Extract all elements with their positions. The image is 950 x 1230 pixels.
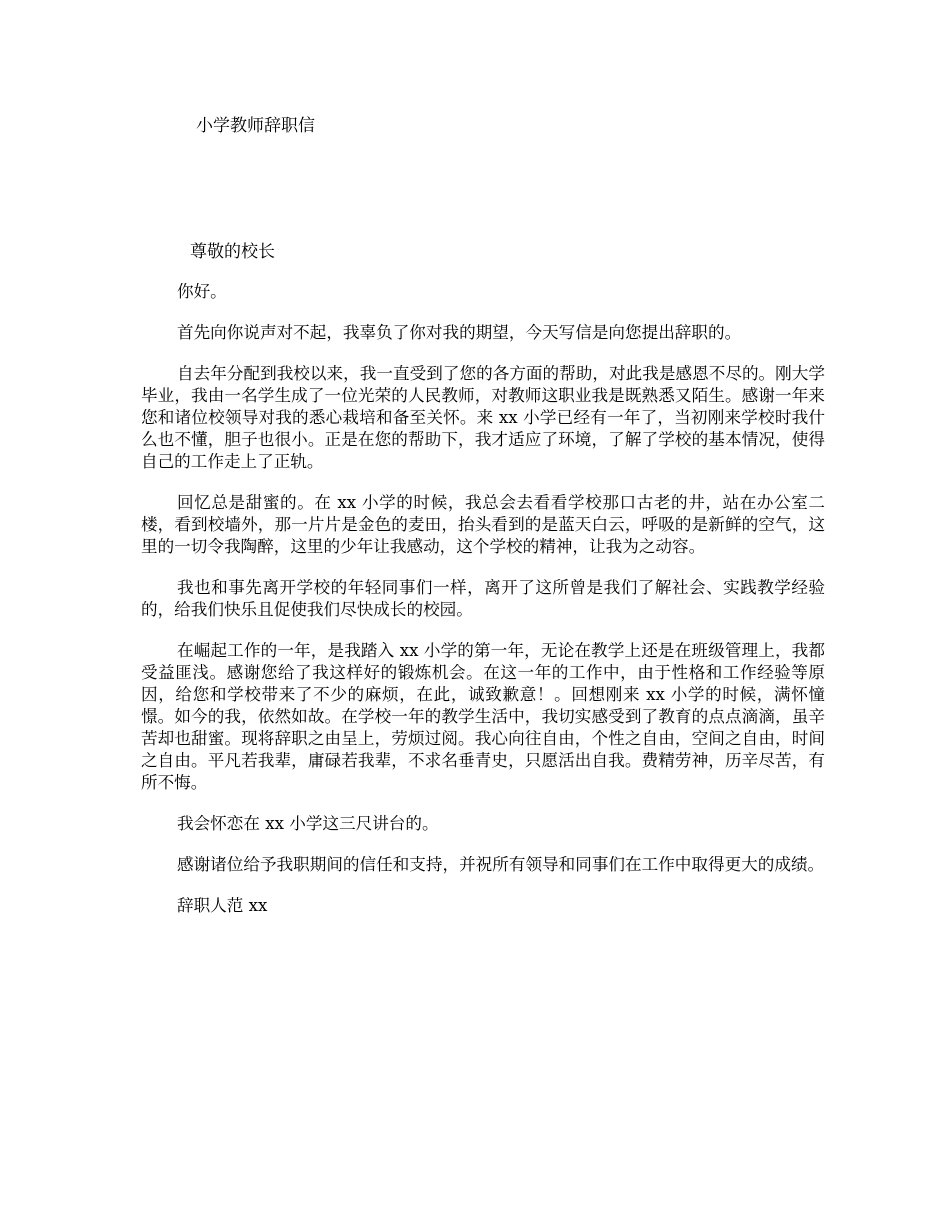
farewell-paragraph: 我会怀恋在 xx 小学这三尺讲台的。 bbox=[177, 814, 439, 833]
apology-paragraph: 首先向你说声对不起，我辜负了你对我的期望，今天写信是向您提出辞职的。 bbox=[177, 323, 742, 342]
thanks-paragraph: 感谢诸位给予我职期间的信任和支持，并祝所有领导和同事们在工作中取得更大的成绩。 bbox=[177, 855, 825, 874]
leaving-paragraph: 我也和事先离开学校的年轻同事们一样，离开了这所曾是我们了解社会、实践教学经验的，给我们快乐且促使我们尽快成长的校园。 bbox=[141, 578, 825, 619]
letter-body bbox=[141, 281, 825, 936]
reflection-paragraph: 在崛起工作的一年，是我踏入 xx 小学的第一年，无论在教学上还是在班级管理上，我都受益匪浅。感谢您给了我这样好的锻炼机会。在这一年的工作中，由于性格和工作经验等原因，给您和学校带来了不少的麻烦，在此，诚致歉意！。回想刚来 xx 小学的时候，满怀憧憬。如今的我，依然如故。在学校一年的教学生活中，我切实感受到了教育的点点滴滴，虽辛苦却也甜蜜。现将辞职之由呈上，劳烦过阅。我心向往自由，个性之自由，空间之自由，时间之自由。平凡若我辈，庸碌若我辈，不求名垂青史，只愿活出自我。费精劳神，历辛尽苦，有所不悔。 bbox=[141, 641, 825, 792]
document-title: 小学教师辞职信 bbox=[196, 116, 315, 136]
memories-paragraph: 回忆总是甜蜜的。在 xx 小学的时候，我总会去看看学校那口古老的井，站在办公室二楼，看到校墙外，那一片片是金色的麦田，抬头看到的是蓝天白云，呼吸的是新鲜的空气，这里的一切令我陶醉，这里的少年让我感动，这个学校的精神，让我为之动容。 bbox=[141, 493, 825, 556]
greeting-paragraph: 你好。 bbox=[177, 282, 227, 301]
gratitude-paragraph: 自去年分配到我校以来，我一直受到了您的各方面的帮助，对此我是感恩不尽的。刚大学毕业，我由一名学生成了一位光荣的人民教师，对教师这职业我是既熟悉又陌生。感谢一年来您和诸位校领导对我的悉心栽培和备至关怀。来 xx 小学已经有一年了，当初刚来学校时我什么也不懂，胆子也很小。正是在您的帮助下，我才适应了环境，了解了学校的基本情况，使得自己的工作走上了正轨。 bbox=[141, 364, 825, 471]
signature: 辞职人范 xx bbox=[177, 896, 268, 915]
salutation: 尊敬的校长 bbox=[190, 242, 275, 262]
